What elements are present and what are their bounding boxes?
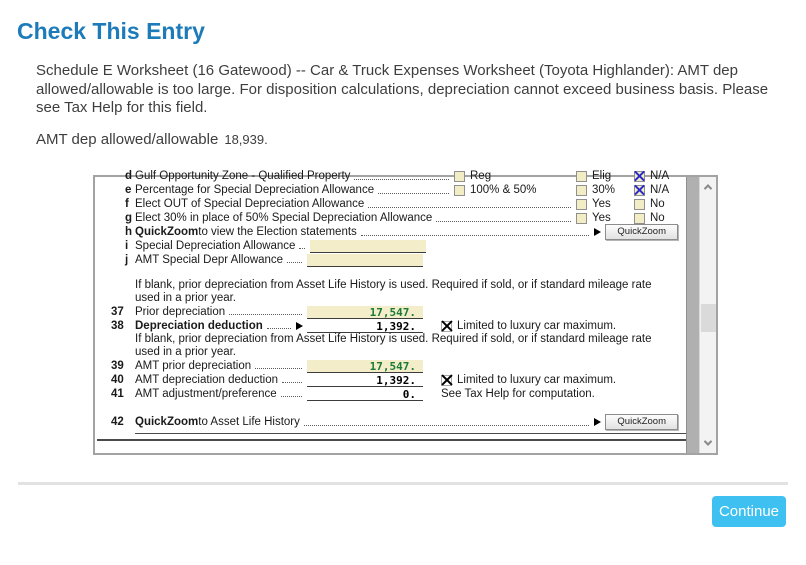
row-number: 40 [111,374,124,386]
quickzoom-elections-button[interactable]: QuickZoom [605,224,678,240]
worksheet-form-view [93,170,718,455]
row-letter: h [125,226,133,238]
dotted-leader [368,207,571,208]
continue-button[interactable]: Continue [712,496,786,527]
instruction-note: If blank, prior depreciation from Asset Life History is used. Required if sold, or if standard mileage rate used in a prior year. [135,333,652,358]
amt-special-depr-allowance-field[interactable] [307,254,423,267]
amt-dep-field-label: AMT dep allowed/allowable [36,131,219,148]
amt-depreciation-deduction-field[interactable]: 1,392. [307,374,423,387]
row-letter: e [125,184,132,196]
field-note: Limited to luxury car maximum. [457,374,617,386]
row-label: to view the Election statements [198,226,357,238]
worksheet-row-e [97,183,686,197]
row-label: Prior depreciation [135,306,226,318]
checkbox-100-50[interactable] [454,185,465,196]
row-label: AMT Special Depr Allowance [135,254,284,266]
row-number: 41 [111,388,124,400]
checkbox-label: Elig [592,170,612,182]
dotted-leader [281,396,302,397]
section-divider [97,439,686,441]
row-label: Percentage for Special Depreciation Allowance [135,184,375,196]
checkbox-yes[interactable] [576,213,587,224]
checkbox-na-checked[interactable] [634,171,645,182]
error-message: Schedule E Worksheet (16 Gatewood) -- Car & Truck Expenses Worksheet (Toyota Highlander): AMT dep allowed/allowable is too large. For disposition calculations, depreciation cannot exceed business basis. Please see Tax Help for this field. [36,62,769,116]
checkbox-label: Yes [592,212,611,224]
amt-adjustment-preference-field[interactable]: 0. [307,388,423,401]
special-depr-allowance-field[interactable] [310,240,426,253]
row-letter: f [125,198,129,210]
checkbox-luxury-limit-checked[interactable] [441,321,452,332]
dotted-leader [378,193,449,194]
row-number: 42 [111,416,124,428]
chevron-down-icon [704,437,712,445]
row-label: Special Depreciation Allowance [135,240,296,252]
field-note: See Tax Help for computation. [441,388,595,400]
checkbox-label: No [650,212,665,224]
dotted-leader [299,248,305,249]
row-label: Gulf Opportunity Zone - Qualified Property [135,170,351,182]
checkbox-luxury-limit-checked[interactable] [441,375,452,386]
worksheet-row-f [97,197,686,211]
row-label: Elect OUT of Special Depreciation Allowance [135,198,365,210]
prior-depreciation-field[interactable]: 17,547. [307,306,423,319]
checkbox-label: 30% [592,184,616,196]
row-letter: d [125,170,133,182]
dotted-leader [436,221,571,222]
checkbox-label: 100% & 50% [470,184,537,196]
checkbox-reg[interactable] [454,171,465,182]
footer-divider [18,482,788,485]
row-number: 37 [111,306,124,318]
dotted-leader [287,262,302,263]
scroll-down-button[interactable] [700,435,716,451]
worksheet-row-j [97,253,686,267]
chevron-up-icon [704,184,712,192]
amt-prior-depreciation-field[interactable]: 17,547. [307,360,423,373]
row-label: AMT prior depreciation [135,360,252,372]
quickzoom-arrow-icon [594,228,601,236]
dotted-leader [255,368,302,369]
checkbox-no[interactable] [634,199,645,210]
worksheet-row-38 [97,319,686,333]
dotted-leader [282,382,302,383]
row-label: Depreciation deduction [135,320,263,332]
checkbox-label: N/A [650,170,670,182]
worksheet-row-d-clipped [97,169,686,183]
amt-dep-field-line [36,131,268,148]
dotted-leader [354,179,449,180]
worksheet-scrollbar[interactable] [699,177,716,453]
field-arrow-icon [296,322,303,330]
checkbox-yes[interactable] [576,199,587,210]
scroll-up-button[interactable] [700,179,716,195]
form-gutter [686,177,699,453]
row-label-bold: QuickZoom [135,226,199,238]
instruction-note: If blank, prior depreciation from Asset Life History is used. Required if sold, or if standard mileage rate used in a prior year. [135,279,652,304]
depreciation-deduction-field[interactable]: 1,392. [307,320,423,333]
checkbox-na-checked[interactable] [634,185,645,196]
quickzoom-arrow-icon [594,418,601,426]
row-number: 38 [111,320,124,332]
section-divider [135,433,686,434]
worksheet-row-h [97,225,686,239]
quickzoom-asset-life-button[interactable]: QuickZoom [605,414,678,430]
row-letter: i [125,240,129,252]
page-title: Check This Entry [17,18,205,44]
worksheet-row-i [97,239,686,253]
worksheet-row-41 [97,387,686,401]
row-letter: j [125,254,129,266]
worksheet-row-40 [97,373,686,387]
worksheet-content [97,170,686,453]
dotted-leader [267,328,291,329]
amt-dep-field-value[interactable]: 18,939. [224,132,268,147]
dotted-leader [304,425,590,426]
row-label: AMT adjustment/preference [135,388,277,400]
checkbox-30[interactable] [576,185,587,196]
row-label: AMT depreciation deduction [135,374,278,386]
dotted-leader [361,235,590,236]
checkbox-elig[interactable] [576,171,587,182]
row-label-bold: QuickZoom [135,416,199,428]
worksheet-row-42 [97,415,686,429]
checkbox-label: Yes [592,198,611,210]
worksheet-row-39 [97,359,686,373]
row-label: Elect 30% in place of 50% Special Depreciation Allowance [135,212,433,224]
scrollbar-thumb[interactable] [701,304,716,332]
checkbox-no[interactable] [634,213,645,224]
worksheet-row-37 [97,305,686,319]
worksheet-row-g [97,211,686,225]
checkbox-label: No [650,198,665,210]
checkbox-label: N/A [650,184,670,196]
checkbox-label: Reg [470,170,492,182]
row-label: to Asset Life History [198,416,300,428]
row-letter: g [125,212,133,224]
field-note: Limited to luxury car maximum. [457,320,617,332]
row-number: 39 [111,360,124,372]
dotted-leader [229,314,302,315]
